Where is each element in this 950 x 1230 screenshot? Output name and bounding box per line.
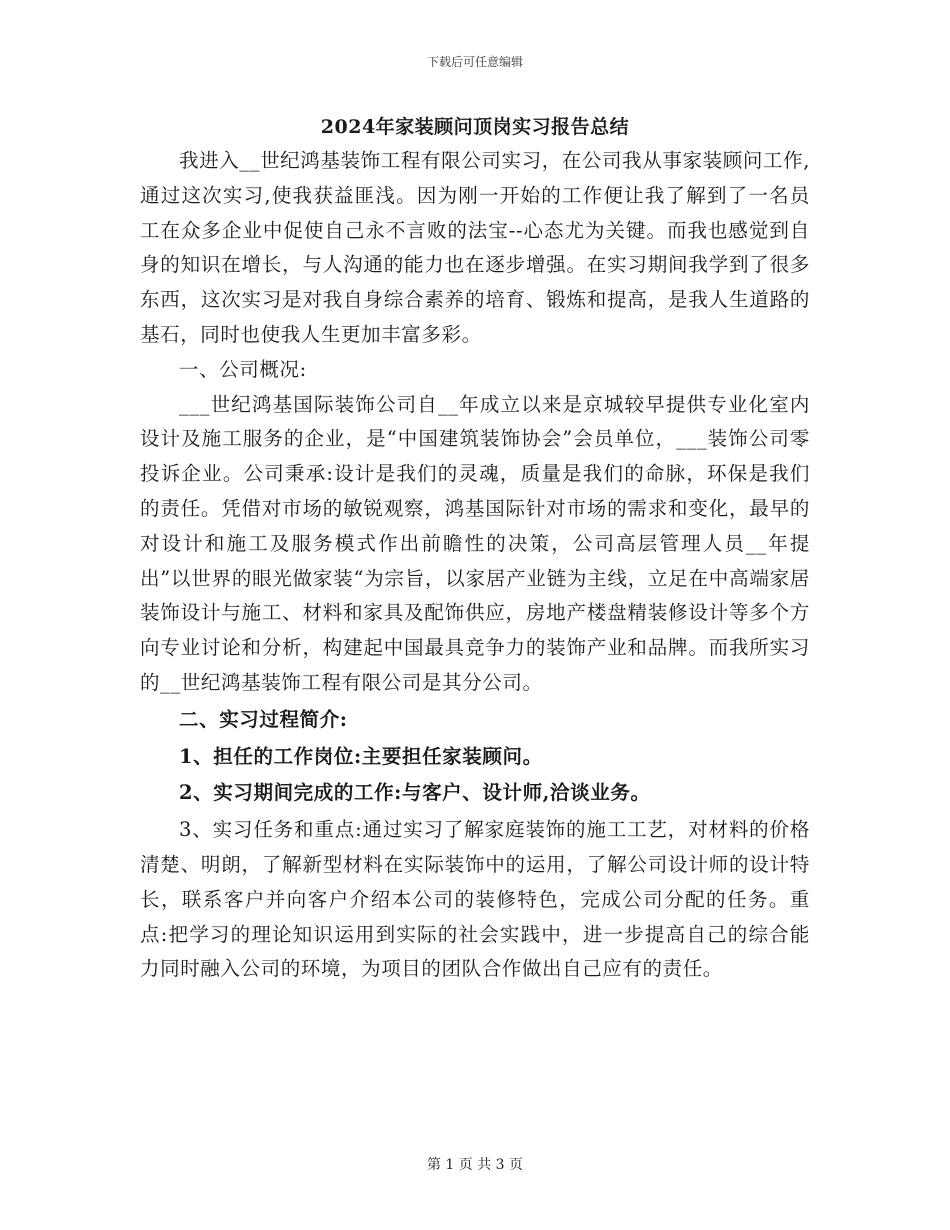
- section-heading-internship-process: 二、实习过程简介:: [179, 707, 348, 731]
- document-title: 2024年家装顾问顶岗实习报告总结: [320, 116, 630, 138]
- page-header: 下载后可任意编辑: [426, 55, 523, 69]
- item-job-position: 1、担任的工作岗位:主要担任家装顾问。: [179, 744, 543, 768]
- page-footer: 第 1 页 共 3 页: [426, 1157, 524, 1173]
- paragraph-company-overview: ___世纪鸿基国际装饰公司自__年成立以来是京城较早提供专业化室内设计及施工服务的企业，是“中国建筑装饰协会”会员单位，___装饰公司零投诉企业。公司秉承:设计是我们的灵魂，质量是我们的命脉，环保是我们的责任。凭借对市场的敏锐观察，鸿基国际针对市场的需求和变化，最早的对设计和施工及服务模式作出前瞻性的决策，公司高层管理人员__年提出”以世界的眼光做家装“为宗旨，以家居产业链为主线，立足在中高端家居装饰设计与施工、材料和家具及配饰供应，房地产楼盘精装修设计等多个方向专业讨论和分析，构建起中国最具竞争力的装饰产业和品牌。而我所实习的__世纪鸿基装饰工程有限公司是其分公司。: [140, 392, 810, 694]
- section-heading-company-overview: 一、公司概况:: [179, 357, 307, 381]
- item-tasks-and-focus: 3、实习任务和重点:通过实习了解家庭装饰的施工工艺，对材料的价格清楚、明朗，了解新型材料在实际装饰中的运用，了解公司设计师的设计特长，联系客户并向客户介绍本公司的装修特色，完成公司分配的任务。重点:把学习的理论知识运用到实际的社会实践中，进一步提高自己的综合能力同时融入公司的环境，为项目的团队合作做出自己应有的责任。: [140, 818, 810, 981]
- document-body: [140, 110, 810, 987]
- paragraph-intro: 我进入__世纪鸿基装饰工程有限公司实习，在公司我从事家装顾问工作,通过这次实习,使我获益匪浅。因为刚一开始的工作便让我了解到了一名员工在众多企业中促使自己永不言败的法宝--心态尤为关键。而我也感觉到自身的知识在增长，与人沟通的能力也在逐步增强。在实习期间我学到了很多东西，这次实习是对我自身综合素养的培育、锻炼和提高，是我人生道路的基石，同时也使我人生更加丰富多彩。: [140, 149, 810, 346]
- item-work-completed: 2、实习期间完成的工作:与客户、设计师,洽谈业务。: [179, 781, 651, 805]
